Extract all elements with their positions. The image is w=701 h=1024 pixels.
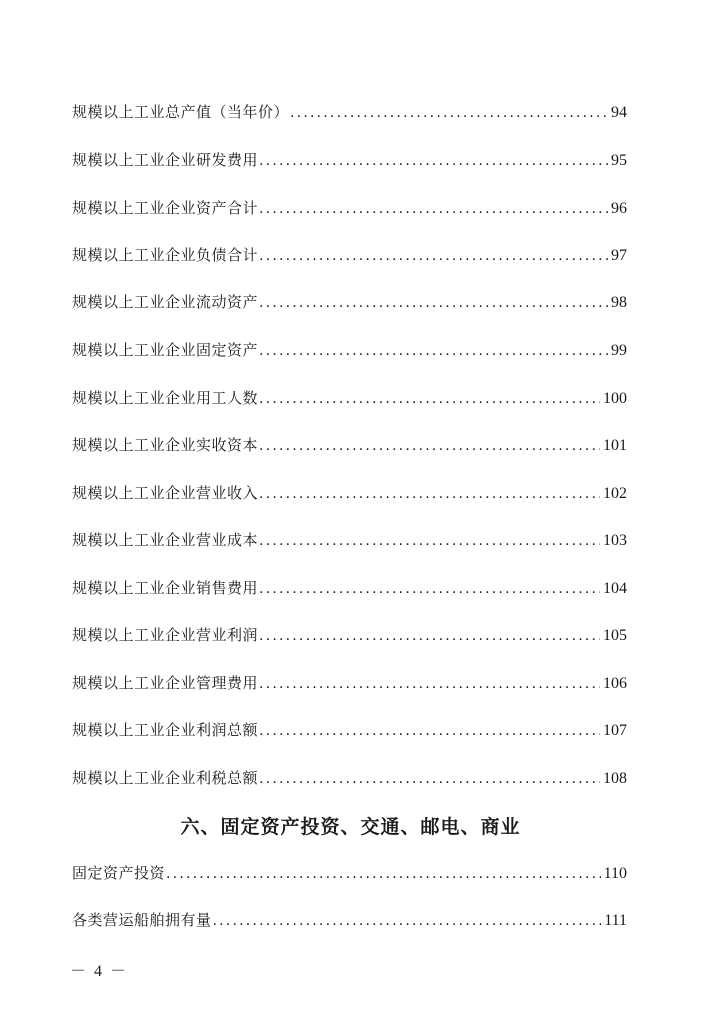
dot-leader [213, 909, 602, 933]
dot-leader [259, 577, 600, 601]
dot-leader [259, 149, 608, 173]
toc-entry-page: 95 [611, 152, 627, 169]
toc-entry-page: 100 [603, 390, 627, 407]
toc-entry-title: 规模以上工业企业研发费用 [72, 151, 259, 169]
toc-entry[interactable] [72, 908, 627, 932]
dot-leader [259, 387, 600, 411]
toc-entry-title: 规模以上工业企业固定资产 [72, 341, 259, 359]
toc-entry[interactable] [72, 576, 627, 600]
toc-entry[interactable] [72, 671, 627, 695]
toc-entry-page: 111 [604, 912, 627, 929]
toc-entry-title: 规模以上工业企业营业收入 [72, 484, 259, 502]
toc-entry-title: 规模以上工业企业营业利润 [72, 626, 259, 644]
dot-leader [259, 482, 600, 506]
dot-leader [166, 862, 601, 886]
toc-entry[interactable] [72, 528, 627, 552]
toc-entry[interactable] [72, 718, 627, 742]
dot-leader [290, 101, 608, 125]
toc-entry[interactable] [72, 861, 627, 885]
toc-entry-page: 101 [603, 437, 627, 454]
toc-entry-title: 规模以上工业企业用工人数 [72, 389, 259, 407]
toc-entry[interactable] [72, 338, 627, 362]
toc-entry-page: 105 [603, 627, 627, 644]
dot-leader [259, 197, 608, 221]
toc-entry-title: 各类营运船舶拥有量 [72, 911, 212, 929]
toc-entry[interactable] [72, 290, 627, 314]
toc-entry[interactable] [72, 100, 627, 124]
toc-entry[interactable] [72, 386, 627, 410]
toc-entry-page: 94 [611, 104, 627, 121]
toc-entry[interactable] [72, 481, 627, 505]
dot-leader [259, 719, 600, 743]
toc-entry-title: 规模以上工业企业负债合计 [72, 246, 259, 264]
toc-entry-page: 104 [603, 580, 627, 597]
toc-entry[interactable] [72, 148, 627, 172]
dot-leader [259, 339, 608, 363]
toc-entry-title: 规模以上工业企业管理费用 [72, 674, 259, 692]
toc-entry-page: 110 [603, 865, 627, 882]
toc-entry-page: 108 [603, 770, 627, 787]
toc-entry-page: 107 [603, 722, 627, 739]
toc-entry-page: 99 [611, 342, 627, 359]
dot-leader [259, 672, 600, 696]
toc-entry[interactable] [72, 766, 627, 790]
toc-entry-title: 规模以上工业企业销售费用 [72, 579, 259, 597]
toc-entry[interactable] [72, 243, 627, 267]
dot-leader [259, 529, 600, 553]
toc-entry-title: 规模以上工业企业利税总额 [72, 769, 259, 787]
toc-entry-title: 规模以上工业企业实收资本 [72, 436, 259, 454]
toc-entry-title: 规模以上工业企业资产合计 [72, 199, 259, 217]
toc-entry-page: 106 [603, 675, 627, 692]
dot-leader [259, 767, 600, 791]
toc-entry-title: 规模以上工业总产值（当年价） [72, 103, 290, 121]
toc-entry-title: 规模以上工业企业流动资产 [72, 293, 259, 311]
toc-entry[interactable] [72, 196, 627, 220]
toc-entry-page: 103 [603, 532, 627, 549]
toc-entry[interactable] [72, 433, 627, 457]
toc-entry-page: 98 [611, 294, 627, 311]
dot-leader [259, 291, 608, 315]
dot-leader [259, 624, 600, 648]
toc-entry-page: 96 [611, 200, 627, 217]
toc-entry-title: 固定资产投资 [72, 864, 166, 882]
dot-leader [259, 244, 608, 268]
footer-page-number: － 4 － [70, 963, 129, 980]
toc-entry[interactable] [72, 623, 627, 647]
section-heading: 六、固定资产投资、交通、邮电、商业 [180, 816, 521, 838]
toc-entry-title: 规模以上工业企业营业成本 [72, 531, 259, 549]
toc-entry-title: 规模以上工业企业利润总额 [72, 721, 259, 739]
toc-entry-page: 102 [603, 485, 627, 502]
dot-leader [259, 434, 600, 458]
toc-entry-page: 97 [611, 247, 627, 264]
